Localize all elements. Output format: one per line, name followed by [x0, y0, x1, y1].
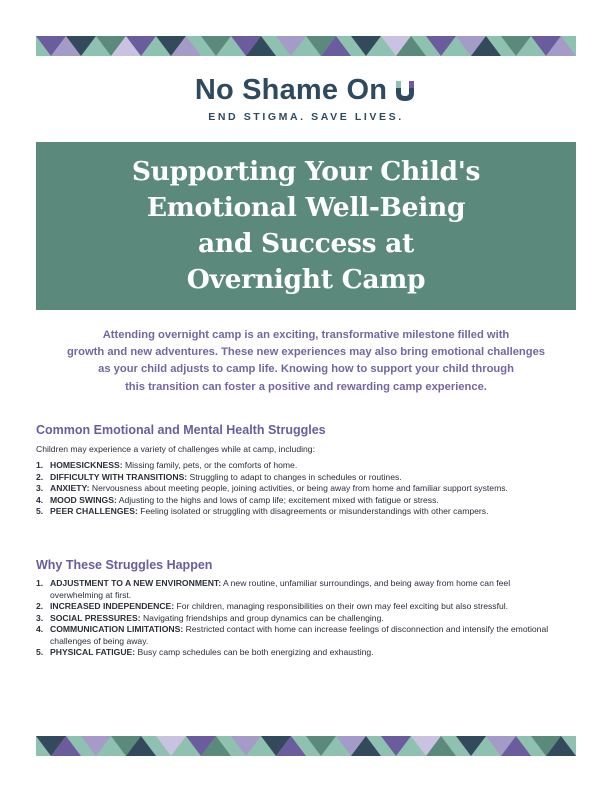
- item-number: 5.: [36, 506, 44, 516]
- item-text: A new routine, unfamiliar surroundings, and being away from home can feel overwhelming at first.: [50, 578, 511, 600]
- item-number: 4.: [36, 624, 44, 634]
- list-item: [36, 495, 556, 507]
- page-title-line: Overnight Camp: [186, 264, 426, 295]
- logo: [0, 74, 612, 123]
- logo-name: No Shame On: [194, 74, 388, 106]
- item-number: 1.: [36, 578, 44, 588]
- title-banner: [36, 142, 576, 310]
- item-term: DIFFICULTY WITH TRANSITIONS:: [50, 471, 188, 482]
- page-title-line: Emotional Well-Being: [146, 192, 466, 223]
- list-item: [36, 601, 556, 613]
- item-term: ADJUSTMENT TO A NEW ENVIRONMENT:: [50, 578, 222, 588]
- struggles-list: [36, 460, 556, 518]
- item-number: 2.: [36, 471, 44, 482]
- section-heading-why-struggles: Why These Struggles Happen: [36, 558, 213, 572]
- list-item: [36, 624, 556, 647]
- item-term: ANXIETY:: [50, 483, 90, 493]
- item-number: 3.: [36, 483, 44, 493]
- list-item: [36, 472, 556, 484]
- item-term: PHYSICAL FATIGUE:: [50, 647, 136, 657]
- item-text: Feeling isolated or struggling with disagreements or misunderstandings with other campers.: [137, 506, 489, 516]
- item-number: 3.: [36, 612, 44, 623]
- item-number: 4.: [36, 494, 44, 505]
- intro-line: as your child adjusts to camp life. Knowing how to support your child through: [98, 363, 514, 376]
- list-item: [36, 460, 556, 472]
- list-item: [36, 506, 556, 518]
- logo-u-icon: [393, 79, 417, 103]
- intro-line: this transition can foster a positive and rewarding camp experience.: [125, 380, 487, 393]
- page-title-line: and Success at: [197, 228, 414, 259]
- logo-tagline: END STIGMA. SAVE LIVES.: [208, 111, 404, 123]
- list-item: [36, 578, 556, 601]
- item-text: Nervousness about meeting people, joining activities, or being away from home and familiar support systems.: [89, 483, 508, 493]
- item-term: COMMUNICATION LIMITATIONS:: [50, 624, 184, 634]
- item-term: HOMESICKNESS:: [50, 460, 123, 470]
- item-text: Missing family, pets, or the comforts of home.: [122, 460, 298, 470]
- item-term: INCREASED INDEPENDENCE:: [50, 601, 175, 611]
- item-text: Navigating friendships and group dynamics can be challenging.: [140, 612, 384, 623]
- item-text: For children, managing responsibilities on their own may feel exciting but also stressful.: [174, 601, 509, 611]
- list-item: [36, 647, 556, 659]
- item-term: SOCIAL PRESSURES:: [50, 612, 141, 623]
- section-heading-common-struggles: Common Emotional and Mental Health Struggles: [36, 423, 326, 437]
- section-lead: Children may experience a variety of challenges while at camp, including:: [36, 444, 315, 454]
- item-text: Struggling to adapt to changes in schedules or routines.: [187, 471, 402, 482]
- item-number: 1.: [36, 460, 44, 470]
- intro-paragraph: [60, 327, 552, 396]
- top-decorative-band: [36, 36, 576, 56]
- list-item: [36, 483, 556, 495]
- intro-line: Attending overnight camp is an exciting, transformative milestone filled with: [102, 329, 510, 341]
- item-term: MOOD SWINGS:: [50, 494, 117, 505]
- item-term: PEER CHALLENGES:: [50, 506, 138, 516]
- item-text: Busy camp schedules can be both energizing and exhausting.: [135, 647, 374, 657]
- logo-wordmark: [195, 74, 417, 107]
- item-number: 5.: [36, 647, 44, 657]
- bottom-decorative-band: [36, 736, 576, 756]
- item-text: Adjusting to the highs and lows of camp life; excitement mixed with fatigue or stress.: [116, 494, 439, 505]
- intro-line: growth and new adventures. These new experiences may also bring emotional challenges: [66, 346, 546, 359]
- item-text: Restricted contact with home can increase feelings of disconnection and intensify the emotional challenges of being away.: [50, 624, 549, 646]
- reasons-list: [36, 578, 556, 659]
- list-item: [36, 613, 556, 625]
- page-title-line: Supporting Your Child's: [131, 156, 481, 187]
- item-number: 2.: [36, 601, 44, 611]
